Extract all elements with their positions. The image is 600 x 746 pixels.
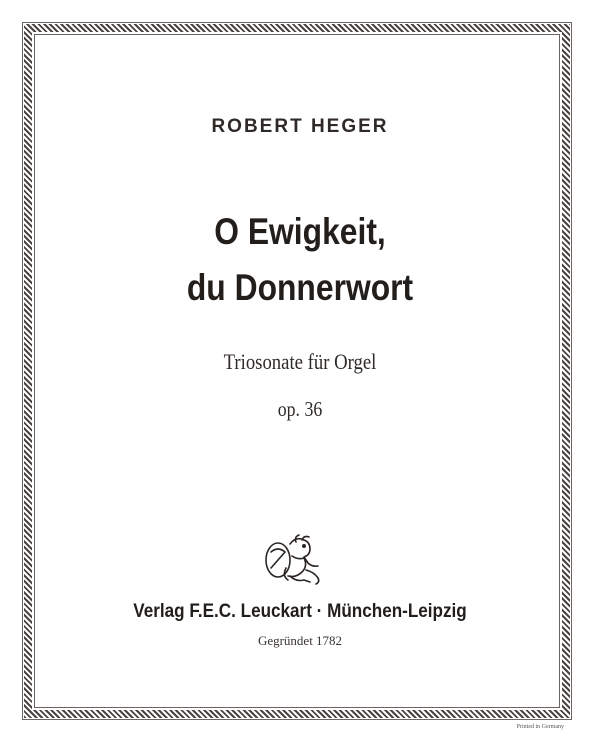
opus-number: op. 36 <box>277 397 323 421</box>
founded-year: Gegründet 1782 <box>257 633 343 648</box>
title-line-1: O Ewigkeit, <box>214 211 386 252</box>
lion-emblem-icon <box>262 532 326 588</box>
publisher-line: Verlag F.E.C. Leuckart · München-Leipzig <box>133 601 467 622</box>
title-line-2: du Donnerwort <box>186 267 414 308</box>
composer-name: ROBERT HEGER <box>211 116 389 137</box>
work-title <box>42 204 558 316</box>
printed-in-note: Printed in Germany <box>516 724 564 730</box>
work-subtitle: Triosonate für Orgel <box>223 349 377 374</box>
